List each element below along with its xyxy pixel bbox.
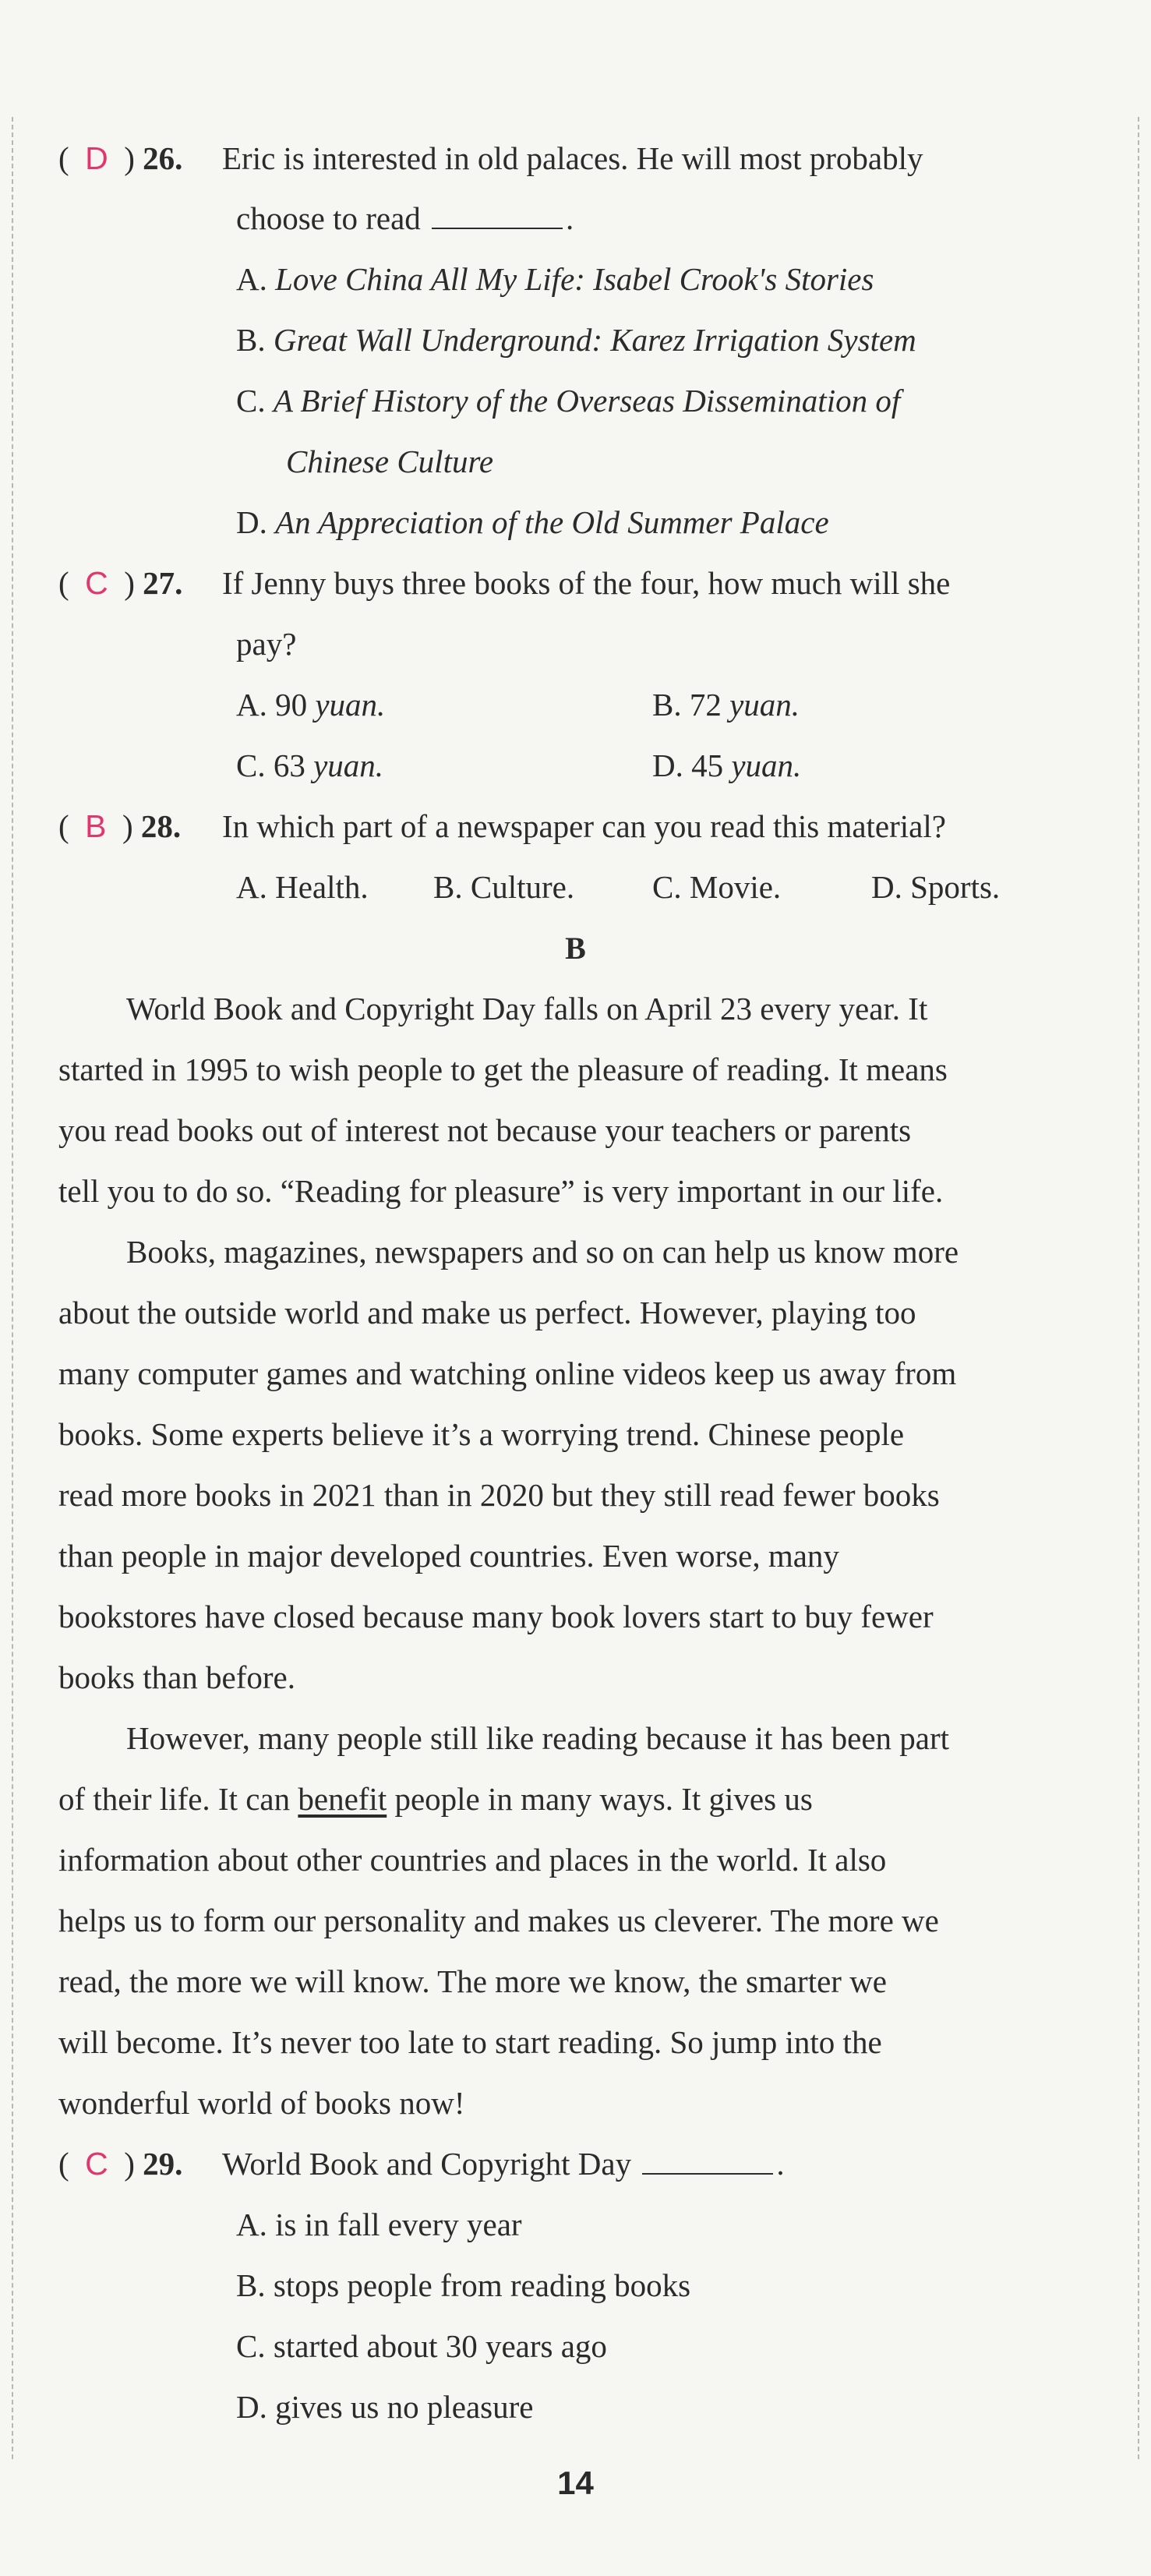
question-27-option-c: C. 63 yuan. xyxy=(236,747,384,783)
question-29-answer: C xyxy=(85,2146,108,2182)
passage-p3-line6: will become. It’s never too late to start reading. So jump into the xyxy=(58,2024,882,2060)
question-29-option-d-text: gives us no pleasure xyxy=(275,2389,534,2425)
passage-p3-line7: wonderful world of books now! xyxy=(58,2085,465,2121)
question-27-option-b-value: 72 xyxy=(689,687,722,723)
passage-p3-line2 xyxy=(58,1769,813,1829)
question-28-option-d-text: Sports. xyxy=(910,869,1001,905)
question-29-option-c: C. started about 30 years ago xyxy=(236,2328,607,2364)
question-27-option-a: A. 90 yuan. xyxy=(236,687,386,723)
question-28-option-b-text: Culture. xyxy=(470,869,575,905)
underlined-word-benefit: benefit xyxy=(298,1781,387,1817)
question-26-option-d-text: An Appreciation of the Old Summer Palace xyxy=(275,504,829,540)
question-26-option-c: C. A Brief History of the Overseas Dissemination of xyxy=(236,383,901,419)
question-28-marker: ( B ) 28. xyxy=(58,808,182,844)
question-26-answer: D xyxy=(85,140,108,176)
question-26-marker: ( D ) 26. xyxy=(58,140,183,176)
page-number: 14 xyxy=(557,2465,594,2501)
passage-p2-line8: books than before. xyxy=(58,1659,295,1695)
question-29-option-d: D. gives us no pleasure xyxy=(236,2389,534,2425)
question-26 xyxy=(58,129,923,189)
question-29-number: 29. xyxy=(143,2146,183,2182)
passage-p3-line3: information about other countries and places in the world. It also xyxy=(58,1842,887,1878)
question-29-option-b-text: stops people from reading books xyxy=(273,2267,691,2303)
left-dashed-margin-rule xyxy=(12,117,13,2459)
passage-p2-line3: many computer games and watching online videos keep us away from xyxy=(58,1355,957,1391)
passage-p2-line4: books. Some experts believe it’s a worrying trend. Chinese people xyxy=(58,1416,905,1452)
question-26-number: 26. xyxy=(143,140,183,176)
question-27-answer: C xyxy=(85,565,108,601)
passage-p1-line3: you read books out of interest not because your teachers or parents xyxy=(58,1112,912,1148)
question-26-option-b-text: Great Wall Underground: Karez Irrigation System xyxy=(273,322,916,358)
question-27-marker: ( C ) 27. xyxy=(58,565,183,601)
question-28-number: 28. xyxy=(140,808,182,844)
question-26-option-c-text-line1: A Brief History of the Overseas Dissemination of xyxy=(273,383,901,419)
question-26-stem-line2-row xyxy=(236,189,574,249)
question-29-stem: World Book and Copyright Day xyxy=(222,2146,632,2182)
question-27-stem-line2-row xyxy=(236,614,296,674)
question-27-option-d-value: 45 xyxy=(691,747,724,783)
question-28-option-c-text: Movie. xyxy=(689,869,782,905)
question-27-option-b: B. 72 yuan. xyxy=(652,687,800,723)
question-28-option-d: D. Sports. xyxy=(871,869,1001,905)
question-28 xyxy=(58,797,946,857)
question-28-stem: In which part of a newspaper can you read this material? xyxy=(222,808,946,844)
passage-p3-line2-pre: of their life. It can xyxy=(58,1781,298,1817)
question-29-option-a-text: is in fall every year xyxy=(275,2207,522,2242)
question-28-option-a-text: Health. xyxy=(275,869,369,905)
question-29-option-b: B. stops people from reading books xyxy=(236,2267,691,2303)
passage-p3-line5: read, the more we will know. The more we know, the smarter we xyxy=(58,1963,887,1999)
question-27-option-b-unit: yuan. xyxy=(729,687,800,723)
passage-p2-line1: Books, magazines, newspapers and so on can help us know more xyxy=(126,1234,959,1270)
question-28-option-c: C. Movie. xyxy=(652,869,782,905)
passage-p2-line5: read more books in 2021 than in 2020 but they still read fewer books xyxy=(58,1477,940,1513)
question-27-option-c-unit: yuan. xyxy=(313,747,384,783)
question-26-option-b: B. Great Wall Underground: Karez Irrigation System xyxy=(236,322,916,358)
question-29-marker: ( C ) 29. xyxy=(58,2146,183,2182)
question-26-stem-line1: Eric is interested in old palaces. He will most probably xyxy=(222,140,923,176)
question-27-option-c-value: 63 xyxy=(273,747,305,783)
passage-p3-line4: helps us to form our personality and makes us cleverer. The more we xyxy=(58,1903,939,1938)
question-29-option-c-text: started about 30 years ago xyxy=(273,2328,607,2364)
question-27-option-a-value: 90 xyxy=(275,687,308,723)
question-28-option-b: B. Culture. xyxy=(433,869,575,905)
question-28-option-a: A. Health. xyxy=(236,869,369,905)
passage-p2-line2: about the outside world and make us perfect. However, playing too xyxy=(58,1295,916,1330)
question-27-stem-line1: If Jenny buys three books of the four, how much will she xyxy=(222,565,951,601)
question-29-stem-end: . xyxy=(776,2146,785,2182)
question-27-number: 27. xyxy=(143,565,183,601)
section-b-title: B xyxy=(565,931,586,966)
passage-p3-line2-post: people in many ways. It gives us xyxy=(387,1781,813,1817)
question-26-stem-line2: choose to read xyxy=(236,200,421,236)
question-27-stem-line2: pay? xyxy=(236,626,297,662)
question-26-option-c-text-line2: Chinese Culture xyxy=(286,443,494,479)
question-26-option-d: D. An Appreciation of the Old Summer Palace xyxy=(236,504,829,540)
passage-p2-line6: than people in major developed countries. Even worse, many xyxy=(58,1538,839,1574)
question-29-option-a: A. is in fall every year xyxy=(236,2207,522,2242)
question-27 xyxy=(58,553,950,613)
question-26-option-a: A. Love China All My Life: Isabel Crook's Stories xyxy=(236,261,874,297)
question-27-option-d: D. 45 yuan. xyxy=(652,747,802,783)
question-27-option-d-unit: yuan. xyxy=(731,747,802,783)
question-29-blank xyxy=(642,2172,773,2175)
right-dashed-margin-rule xyxy=(1138,117,1139,2459)
question-26-stem-end: . xyxy=(566,200,574,236)
passage-p2-line7: bookstores have closed because many book lovers start to buy fewer xyxy=(58,1599,934,1634)
passage-p3-line1: However, many people still like reading because it has been part xyxy=(126,1720,950,1756)
passage-p1-line2: started in 1995 to wish people to get the pleasure of reading. It means xyxy=(58,1051,948,1087)
question-28-answer: B xyxy=(85,808,107,844)
question-27-option-a-unit: yuan. xyxy=(315,687,386,723)
question-26-option-a-text: Love China All My Life: Isabel Crook's Stories xyxy=(275,261,874,297)
passage-p1-line1: World Book and Copyright Day falls on April 23 every year. It xyxy=(126,991,928,1027)
passage-p1-line4: tell you to do so. “Reading for pleasure” is very important in our life. xyxy=(58,1173,944,1209)
question-29 xyxy=(58,2134,785,2194)
question-26-option-c-line2-row xyxy=(286,432,493,492)
question-26-blank xyxy=(432,227,563,229)
